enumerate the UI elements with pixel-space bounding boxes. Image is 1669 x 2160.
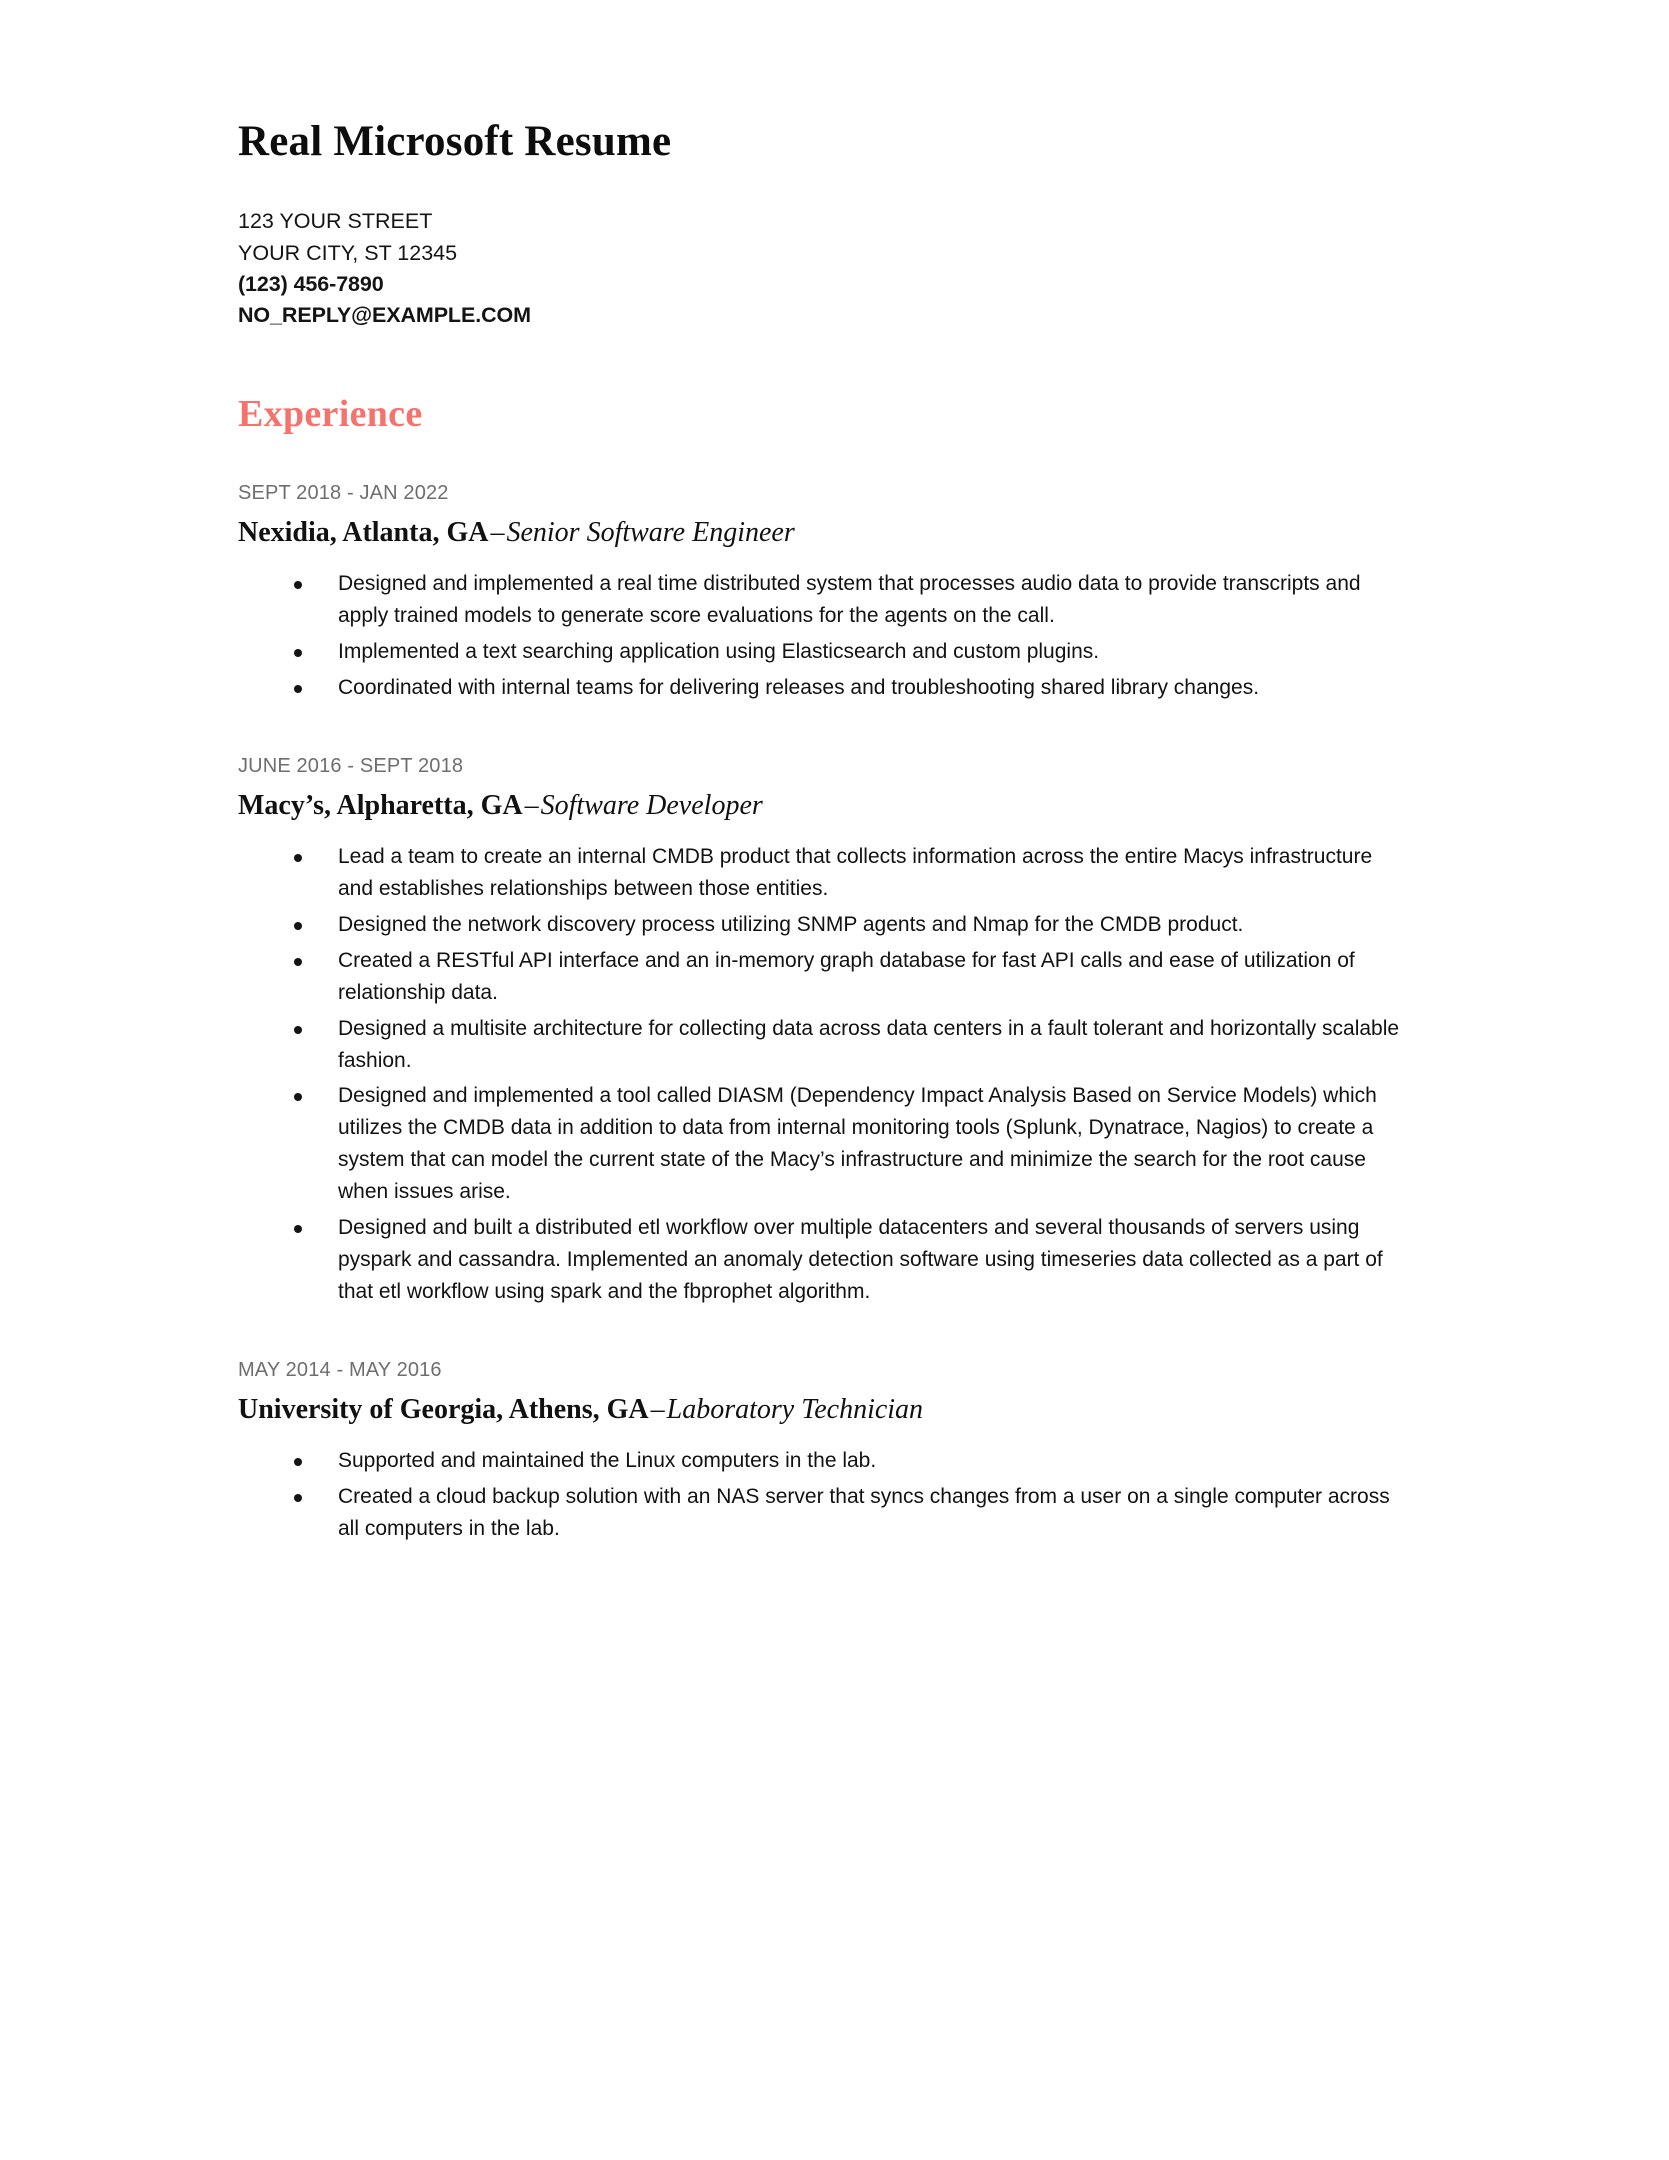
job-dates: MAY 2014 - MAY 2016 [238, 1358, 442, 1381]
list-item: Designed a multisite architecture for collecting data across data centers in a fault tolerant and horizontally scalable fashion. [294, 1013, 1408, 1077]
contact-email: NO_REPLY@EXAMPLE.COM [238, 303, 531, 328]
job-bullet-list [238, 841, 1408, 1308]
job-bullet-list [238, 568, 1408, 704]
job-heading [238, 515, 1408, 550]
job-company: Macy’s, Alpharetta, GA [238, 790, 523, 822]
contact-city-state-zip: YOUR CITY, ST 12345 [238, 240, 458, 265]
job-entry [238, 481, 1408, 704]
job-dash: – [524, 790, 539, 822]
list-item: Created a cloud backup solution with an NAS server that syncs changes from a user on a single computer across all computers in the lab. [294, 1481, 1408, 1545]
job-dash: – [650, 1393, 665, 1425]
contact-info-block [238, 206, 1408, 332]
list-item: Implemented a text searching application using Elasticsearch and custom plugins. [294, 636, 1408, 668]
job-role: Software Developer [540, 790, 763, 822]
job-heading [238, 1392, 1408, 1427]
job-company: Nexidia, Atlanta, GA [238, 517, 489, 549]
list-item: Coordinated with internal teams for delivering releases and troubleshooting shared library changes. [294, 672, 1408, 704]
list-item: Designed the network discovery process utilizing SNMP agents and Nmap for the CMDB product. [294, 909, 1408, 941]
contact-street: 123 YOUR STREET [238, 209, 433, 234]
list-item: Created a RESTful API interface and an in-memory graph database for fast API calls and ease of utilization of relationship data. [294, 945, 1408, 1009]
list-item: Lead a team to create an internal CMDB product that collects information across the entire Macys infrastructure and establishes relationships between those entities. [294, 841, 1408, 905]
section-heading-experience: Experience [238, 392, 423, 435]
job-entry [238, 754, 1408, 1308]
job-role: Laboratory Technician [666, 1393, 924, 1425]
job-dates: JUNE 2016 - SEPT 2018 [238, 755, 464, 778]
job-company: University of Georgia, Athens, GA [238, 1393, 649, 1425]
list-item: Designed and implemented a real time distributed system that processes audio data to provide transcripts and apply trained models to generate score evaluations for the agents on the call. [294, 568, 1408, 632]
job-bullet-list [238, 1445, 1408, 1545]
list-item: Designed and implemented a tool called DIASM (Dependency Impact Analysis Based on Service Models) which utilizes the CMDB data in addition to data from internal monitoring tools (Splunk, Dynatrace, Nagios) to create a system that can model the current state of the Macy’s infrastructure and minimize the search for the root cause when issues arise. [294, 1080, 1408, 1208]
job-heading [238, 788, 1408, 823]
contact-phone: (123) 456-7890 [238, 271, 384, 296]
job-dash: – [490, 517, 505, 549]
resume-content [238, 118, 1408, 1544]
page-title: Real Microsoft Resume [238, 118, 672, 165]
job-dates: SEPT 2018 - JAN 2022 [238, 482, 449, 505]
job-role: Senior Software Engineer [506, 517, 795, 549]
job-entry [238, 1358, 1408, 1545]
list-item: Designed and built a distributed etl workflow over multiple datacenters and several thousands of servers using pyspark and cassandra. Implemented an anomaly detection software using timeseries data collected as a part of that etl workflow using spark and the fbprophet algorithm. [294, 1212, 1408, 1308]
list-item: Supported and maintained the Linux computers in the lab. [294, 1445, 1408, 1477]
